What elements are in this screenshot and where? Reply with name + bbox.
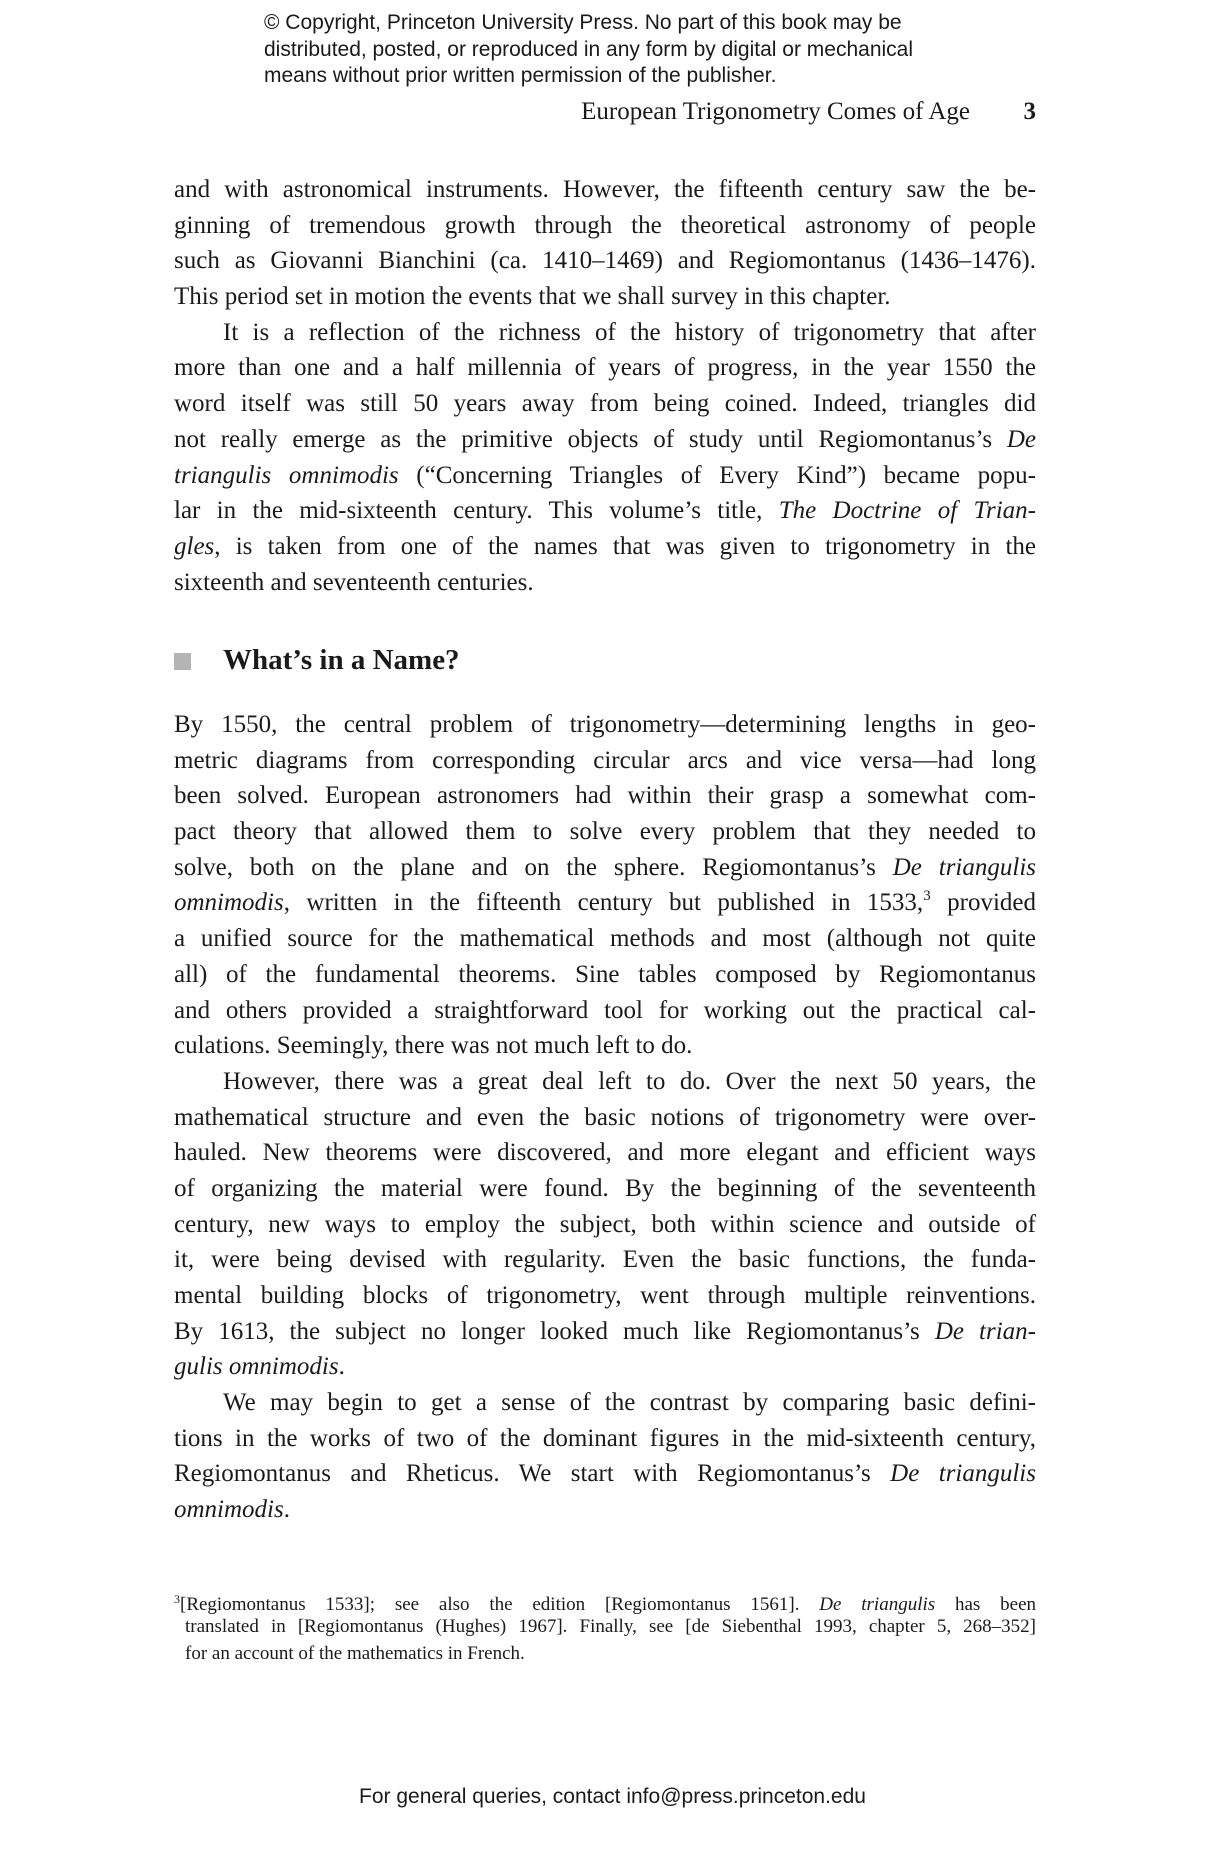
text-run: solve, both on the plane and on the sphere. Regiomontanus’s — [174, 853, 893, 881]
page-number: 3 — [1023, 98, 1036, 125]
text-run: . — [338, 1353, 345, 1381]
footnote-line: for an account of the mathematics in French. — [185, 1643, 525, 1664]
footnote — [174, 1586, 1036, 1667]
text-line: such as Giovanni Bianchini (ca. 1410–1469) and Regiomontanus (1436–1476). — [174, 247, 1036, 275]
book-title-italic: gulis omnimodis — [174, 1353, 339, 1381]
text-line — [174, 1314, 1036, 1350]
text-run: Regiomontanus and Rheticus. We start with Regiomontanus’s — [174, 1460, 891, 1488]
book-title-italic: omnimodis — [174, 889, 284, 917]
text-line: It is a reflection of the richness of the history of trigonometry that after — [223, 318, 1036, 346]
text-line — [174, 458, 1036, 494]
text-line — [174, 422, 1036, 458]
text-run: not really emerge as the primitive objects of study until Regiomontanus’s — [174, 425, 1007, 453]
text-line — [174, 1456, 1036, 1492]
text-line: tions in the works of two of the dominant figures in the mid-sixteenth century, — [174, 1424, 1036, 1452]
text-line — [174, 493, 1036, 529]
text-line: ginning of tremendous growth through the theoretical astronomy of people — [174, 211, 1036, 239]
text-run: By 1613, the subject no longer looked much like Regiomontanus’s — [174, 1317, 935, 1345]
body-text-top — [174, 172, 1036, 600]
text-line: metric diagrams from corresponding circular arcs and vice versa—had long — [174, 746, 1036, 774]
book-title-italic: De triangulis — [890, 1460, 1036, 1488]
text-line — [174, 850, 1036, 886]
text-line: all) of the fundamental theorems. Sine tables composed by Regiomontanus — [174, 960, 1036, 988]
text-line: hauled. New theorems were discovered, and more elegant and efficient ways — [174, 1139, 1036, 1167]
book-title-italic: De triangulis — [892, 853, 1036, 881]
text-line: mathematical structure and even the basic notions of trigonometry were over- — [174, 1103, 1036, 1131]
text-line: it, were being devised with regularity. Even the basic functions, the funda- — [174, 1246, 1036, 1274]
contact-footer: For general queries, contact info@press.princeton.edu — [359, 1785, 866, 1808]
text-line: of organizing the material were found. By the beginning of the seventeenth — [174, 1174, 1036, 1202]
running-head — [174, 95, 1036, 129]
text-line: a unified source for the mathematical methods and most (although not quite — [174, 925, 1036, 953]
text-run: provided — [930, 889, 1036, 917]
text-line: sixteenth and seventeenth centuries. — [174, 568, 534, 596]
text-line: word itself was still 50 years away from being coined. Indeed, triangles did — [174, 390, 1036, 418]
footnote-line — [174, 1586, 1036, 1613]
book-title-italic: gles — [174, 532, 215, 560]
book-title-italic: De triangulis — [819, 1594, 936, 1615]
text-line: been solved. European astronomers had within their grasp a somewhat com- — [174, 782, 1036, 810]
text-line — [174, 529, 1036, 565]
text-line — [174, 885, 1036, 921]
footnote-line: translated in [Regiomontanus (Hughes) 1967]. Finally, see [de Siebenthal 1993, chapter 5, 268–352] — [185, 1616, 1036, 1637]
footnote-mark: 3 — [174, 1592, 180, 1606]
body-text-bottom — [174, 707, 1036, 1528]
text-run: has been — [935, 1594, 1037, 1615]
copyright-line: distributed, posted, or reproduced in any form by digital or mechanical — [264, 37, 914, 61]
text-line: and with astronomical instruments. However, the fifteenth century saw the be- — [174, 176, 1036, 203]
book-title-italic: The Doctrine of Trian- — [778, 497, 1036, 525]
copyright-line: means without prior written permission of the publisher. — [264, 64, 777, 87]
running-title: European Trigonometry Comes of Age — [581, 98, 970, 125]
text-run: lar in the mid-sixteenth century. This volume’s title, — [174, 497, 779, 525]
book-title-italic: triangulis omnimodis — [174, 461, 399, 489]
copyright-notice — [264, 10, 984, 90]
text-line: and others provided a straightforward tool for working out the practical cal- — [174, 996, 1036, 1024]
section-title: What’s in a Name? — [223, 644, 460, 676]
text-line: This period set in motion the events that we shall survey in this chapter. — [174, 283, 891, 311]
text-run: (“Concerning Triangles of Every Kind”) became popu- — [398, 461, 1036, 489]
copyright-line: © Copyright, Princeton University Press. No part of this book may be — [264, 11, 902, 34]
text-line: We may begin to get a sense of the contrast by comparing basic defini- — [223, 1389, 1036, 1417]
book-title-italic: De — [1006, 425, 1036, 453]
book-title-italic: omnimodis — [174, 1496, 284, 1524]
text-line: culations. Seemingly, there was not much left to do. — [174, 1032, 693, 1060]
text-line: pact theory that allowed them to solve every problem that they needed to — [174, 818, 1036, 846]
text-line: mental building blocks of trigonometry, went through multiple reinventions. — [174, 1282, 1036, 1309]
text-run: [Regiomontanus 1533]; see also the edition [Regiomontanus 1561]. — [180, 1594, 820, 1615]
text-line — [174, 1492, 1036, 1528]
text-line — [174, 1349, 1036, 1385]
text-run: , is taken from one of the names that was given to trigonometry in the — [214, 532, 1036, 560]
text-line: more than one and a half millennia of years of progress, in the year 1550 the — [174, 354, 1036, 382]
text-line: century, new ways to employ the subject, both within science and outside of — [174, 1210, 1036, 1238]
footnote-reference[interactable]: 3 — [923, 888, 931, 905]
section-marker-square — [174, 653, 191, 670]
text-run: , written in the fifteenth century but published in 1533, — [283, 889, 924, 917]
text-line: However, there was a great deal left to do. Over the next 50 years, the — [223, 1067, 1036, 1095]
text-line: By 1550, the central problem of trigonometry—determining lengths in geo- — [174, 711, 1036, 738]
book-title-italic: De trian- — [934, 1317, 1036, 1345]
text-run: . — [283, 1496, 290, 1524]
